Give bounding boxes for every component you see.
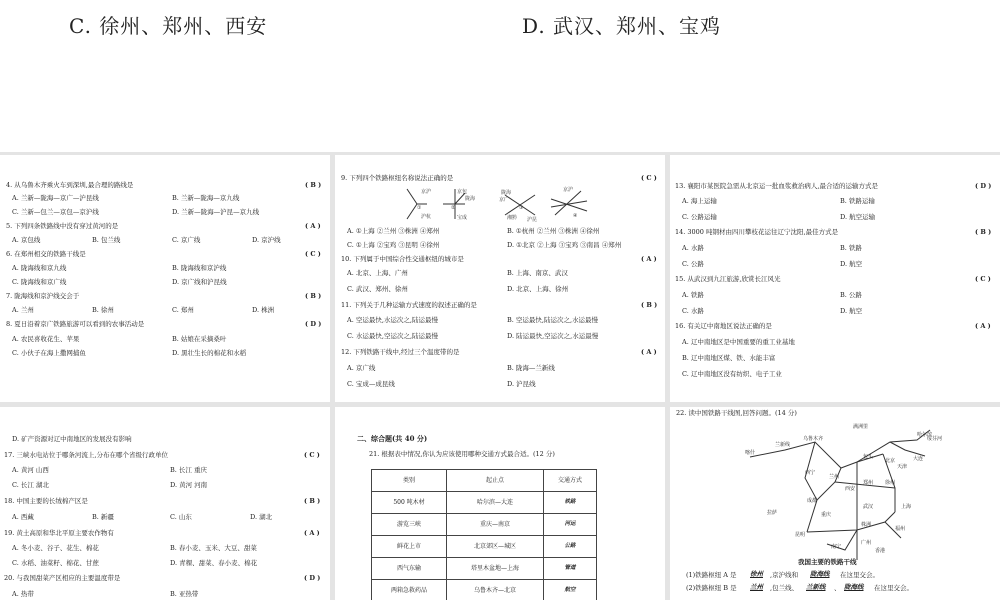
option: D. 航空 bbox=[840, 307, 863, 315]
page-panel-5 bbox=[335, 407, 665, 600]
option: C. 长江 湖北 bbox=[12, 481, 49, 489]
option: C. 小伙子在海上撒网捕鱼 bbox=[12, 349, 86, 357]
answer-12: ( A ) bbox=[641, 348, 657, 356]
table-cell: 两箱急救药品 bbox=[372, 580, 447, 600]
table-cell: 乌鲁木齐—北京 bbox=[447, 580, 544, 600]
question-15: 15. 从武汉到九江旅游,欣赏长江风光 bbox=[675, 275, 781, 283]
answer-blank: 徐州 bbox=[750, 570, 763, 578]
question-7: 7. 陇海线和京沪线交会于 bbox=[6, 292, 80, 300]
city-label: 西安 bbox=[845, 486, 856, 492]
answer-10: ( A ) bbox=[641, 255, 657, 263]
answer-blank: 陇海线 bbox=[810, 570, 830, 578]
option: C. 陇海线和京广线 bbox=[12, 278, 67, 286]
option: B. 长江 重庆 bbox=[170, 466, 207, 474]
option: C. ①上海 ②宝鸡 ③昆明 ④徐州 bbox=[347, 241, 440, 249]
option: C. 山东 bbox=[170, 513, 192, 521]
question-19: 19. 黄土高原和华北平原主要农作物有 bbox=[4, 529, 114, 537]
transport-table bbox=[371, 469, 597, 600]
table-header bbox=[372, 470, 597, 492]
junction-number: ① bbox=[417, 205, 422, 211]
answer-6: ( C ) bbox=[305, 250, 321, 258]
railway-lines bbox=[750, 430, 933, 560]
question-11: 11. 下列关于几种运输方式速度的叙述正确的是 bbox=[341, 301, 477, 309]
option: D. 黄河 河南 bbox=[170, 481, 208, 489]
option: A. 京广线 bbox=[347, 364, 376, 372]
table-header-cell: 类别 bbox=[372, 470, 447, 492]
answer-8: ( D ) bbox=[305, 320, 322, 328]
option: B. ①杭州 ②兰州 ③株洲 ④徐州 bbox=[507, 227, 600, 235]
answer-17: ( C ) bbox=[304, 451, 320, 459]
city-label: 重庆 bbox=[821, 512, 832, 518]
answer-2-text: (2)铁路枢纽 B 是 bbox=[686, 584, 737, 592]
city-label: 大连 bbox=[913, 456, 924, 462]
question-10: 10. 下列属于中国综合性交通枢纽的城市是 bbox=[341, 255, 464, 263]
table-cell: 塔里木盆地—上海 bbox=[447, 558, 544, 580]
city-labels bbox=[745, 423, 942, 554]
option: D. 航空运输 bbox=[840, 213, 876, 221]
option-d: D. 武汉、郑州、宝鸡 bbox=[522, 14, 722, 38]
answer-2-text: ,包兰线、 bbox=[770, 584, 799, 592]
option: C. 宝成—成昆线 bbox=[347, 380, 395, 388]
table-cell: 河运 bbox=[543, 514, 596, 536]
answer-1-text: 在这里交会。 bbox=[840, 571, 879, 579]
question-18: 18. 中国主要的长绒棉产区是 bbox=[4, 497, 88, 505]
junction-label: 京广 bbox=[499, 197, 510, 203]
question-20: 20. 与我国甜菜产区相应的主要温度带是 bbox=[4, 574, 121, 582]
page-panel-6 bbox=[670, 407, 1000, 600]
table-cell: 游览三峡 bbox=[372, 514, 447, 536]
option: B. 辽中南地区煤、铁、水能丰富 bbox=[682, 354, 776, 362]
option-c: C. 徐州、郑州、西安 bbox=[69, 14, 268, 38]
answer-16: ( A ) bbox=[975, 322, 991, 330]
city-label: 绥芬河 bbox=[927, 436, 943, 442]
junction-label: 陇海 bbox=[501, 190, 512, 196]
question-9: 9. 下列四个铁路枢纽名称说法正确的是 bbox=[341, 174, 454, 182]
option: A. 水路 bbox=[682, 244, 704, 252]
junction-diagrams bbox=[395, 185, 595, 223]
answer-18: ( B ) bbox=[304, 497, 321, 505]
table-cell: 哈尔滨—大连 bbox=[447, 492, 544, 514]
option: B. 包兰线 bbox=[92, 236, 121, 244]
city-label: 天津 bbox=[897, 464, 908, 470]
option: D. 矿产资源对辽中南地区的发展没有影响 bbox=[12, 435, 132, 443]
option: D. 湖北 bbox=[250, 513, 273, 521]
option: A. 铁路 bbox=[682, 291, 704, 299]
option: A. 农民喜收花生、苹果 bbox=[12, 335, 80, 343]
option: C. 公路 bbox=[682, 260, 704, 268]
option: A. 陇海线和京九线 bbox=[12, 264, 67, 272]
answer-blank: 兰州 bbox=[750, 583, 763, 591]
city-label: 株洲 bbox=[861, 522, 872, 528]
city-label: 西宁 bbox=[805, 470, 816, 476]
answer-13: ( D ) bbox=[975, 182, 992, 190]
answer-14: ( B ) bbox=[975, 228, 992, 236]
option: D. 北京、上海、徐州 bbox=[507, 285, 569, 293]
option: D. 株洲 bbox=[252, 306, 275, 314]
table-header-cell: 起止点 bbox=[447, 470, 544, 492]
answer-1-text: ,京沪线和 bbox=[770, 571, 799, 579]
option: B. 亚热带 bbox=[170, 590, 199, 598]
question-17: 17. 三峡水电站位于哪条河流上,分布在哪个省级行政单位 bbox=[4, 451, 168, 459]
option: A. ①上海 ②兰州 ③株洲 ④郑州 bbox=[347, 227, 440, 235]
option: B. 新疆 bbox=[92, 513, 114, 521]
answer-4: ( B ) bbox=[305, 181, 322, 189]
option: A. 兰新—陇海—京广—沪昆线 bbox=[12, 194, 99, 202]
city-label: 香港 bbox=[875, 548, 886, 554]
table-cell: 重庆—南京 bbox=[447, 514, 544, 536]
option: B. 徐州 bbox=[92, 306, 114, 314]
city-label: 广州 bbox=[861, 540, 872, 546]
junction-number: ④ bbox=[573, 213, 578, 219]
option: D. 黑壮生长的棉花和水稻 bbox=[172, 349, 247, 357]
answer-2-text: 、 bbox=[834, 584, 841, 592]
table-row bbox=[372, 536, 597, 558]
answer-7: ( B ) bbox=[305, 292, 322, 300]
city-label: 喀什 bbox=[745, 450, 756, 456]
question-21: 21. 根据表中情况,你认为应该使用哪种交通方式最合适。(12 分) bbox=[369, 450, 555, 458]
table-header-cell: 交通方式 bbox=[543, 470, 596, 492]
option: C. 郑州 bbox=[172, 306, 194, 314]
junction-label: 湘黔 bbox=[507, 215, 518, 221]
junction-label: 沪杭 bbox=[421, 214, 432, 220]
city-label: 武汉 bbox=[863, 504, 874, 510]
city-label: 包头 bbox=[863, 454, 874, 460]
answer-blank: 兰新线 bbox=[806, 583, 826, 591]
option: A. 空运最快,水运次之,陆运最慢 bbox=[347, 316, 438, 324]
option: D. 京广线和沪昆线 bbox=[172, 278, 227, 286]
option: A. 黄河 山西 bbox=[12, 466, 49, 474]
junction-label: 京包 bbox=[457, 189, 468, 195]
option: B. 公路 bbox=[840, 291, 862, 299]
option: B. 铁路运输 bbox=[840, 197, 875, 205]
question-13: 13. 襄阳市某医院急需从北京运一批血浆救治病人,最合适的运输方式是 bbox=[675, 182, 878, 190]
city-label: 北京 bbox=[885, 458, 896, 464]
table-cell: 公路 bbox=[543, 536, 596, 558]
option: D. ①北京 ②上海 ③宝鸡 ③南昌 ④郑州 bbox=[507, 241, 622, 249]
question-22: 22. 读中国铁路干线图,回答问题。(14 分) bbox=[676, 409, 797, 417]
option: D. 陆运最快,空运次之,水运最慢 bbox=[507, 332, 599, 340]
city-label: 兰新线 bbox=[775, 442, 791, 448]
railway-map bbox=[745, 420, 945, 562]
option: A. 冬小麦、谷子、花生、棉花 bbox=[12, 544, 99, 552]
option: C. 公路运输 bbox=[682, 213, 717, 221]
option: B. 春小麦、玉米、大豆、甜菜 bbox=[170, 544, 257, 552]
option: B. 铁路 bbox=[840, 244, 862, 252]
option: C. 辽中南地区没有纺织、电子工业 bbox=[682, 370, 782, 378]
table-row bbox=[372, 580, 597, 600]
question-12: 12. 下列铁路干线中,经过三个温度带的是 bbox=[341, 348, 460, 356]
city-label: 徐州 bbox=[885, 480, 896, 486]
junction-label: 京沪 bbox=[563, 187, 574, 193]
option: C. 武汉、郑州、徐州 bbox=[347, 285, 408, 293]
answer-15: ( C ) bbox=[975, 275, 991, 283]
option: B. 陇海—兰新线 bbox=[507, 364, 555, 372]
city-label: 兰州 bbox=[829, 474, 840, 480]
option: B. 姑娘在采摘桑叶 bbox=[172, 335, 227, 343]
city-label: 拉萨 bbox=[767, 510, 778, 516]
page-panel-3 bbox=[670, 155, 1000, 402]
city-label: 满洲里 bbox=[853, 424, 869, 430]
option: B. 陇海线和京沪线 bbox=[172, 264, 227, 272]
page-panel-4 bbox=[0, 407, 330, 600]
option: A. 辽中南地区是中国重要的重工业基地 bbox=[682, 338, 795, 346]
question-6: 6. 在郑州相交的铁路干线是 bbox=[6, 250, 86, 258]
map-title: 我国主要的铁路干线 bbox=[798, 558, 857, 566]
question-14: 14. 3000 吨钢材由四川攀枝花运往辽宁沈阳,最佳方式是 bbox=[675, 228, 839, 236]
junction-4 bbox=[551, 191, 587, 215]
option: A. 海上运输 bbox=[682, 197, 717, 205]
city-label: 南宁 bbox=[831, 544, 842, 550]
junction-label: 沪昆 bbox=[527, 217, 538, 223]
city-label: 成都 bbox=[807, 498, 818, 504]
table-cell: 500 吨木材 bbox=[372, 492, 447, 514]
page-panel-2 bbox=[335, 155, 665, 402]
junction-label: 宝成 bbox=[457, 215, 468, 221]
junction-number: ② bbox=[451, 205, 456, 211]
city-label: 郑州 bbox=[863, 480, 874, 486]
option: C. 水运最快,空运次之,陆运最慢 bbox=[347, 332, 439, 340]
table-cell: 航空 bbox=[543, 580, 596, 600]
answer-9: ( C ) bbox=[641, 174, 657, 182]
question-8: 8. 夏日沿着京广铁路旅游可以看到的农事活动是 bbox=[6, 320, 145, 328]
page-panel-1 bbox=[0, 155, 330, 402]
table-cell: 鲜花上市 bbox=[372, 536, 447, 558]
city-label: 上海 bbox=[901, 504, 912, 510]
city-label: 乌鲁木齐 bbox=[803, 436, 824, 442]
option: B. 空运最快,陆运次之,水运最慢 bbox=[507, 316, 599, 324]
option: D. 沪昆线 bbox=[507, 380, 536, 388]
answer-5: ( A ) bbox=[305, 222, 321, 230]
city-label: 哈尔滨 bbox=[917, 432, 933, 438]
option: C. 京广线 bbox=[172, 236, 201, 244]
option: C. 兰新—包兰—京包—京沪线 bbox=[12, 208, 99, 216]
option: A. 京包线 bbox=[12, 236, 41, 244]
option: D. 航空 bbox=[840, 260, 863, 268]
answer-11: ( B ) bbox=[641, 301, 658, 309]
answer-19: ( A ) bbox=[304, 529, 320, 537]
section-title: 二、综合题(共 40 分) bbox=[357, 434, 428, 443]
city-label: 昆明 bbox=[795, 532, 806, 538]
option: A. 兰州 bbox=[12, 306, 34, 314]
option: C. 水稻、油菜籽、棉花、甘蔗 bbox=[12, 559, 99, 567]
option: D. 京沪线 bbox=[252, 236, 281, 244]
answer-blank: 陇海线 bbox=[844, 583, 864, 591]
table-cell: 北京郊区—城区 bbox=[447, 536, 544, 558]
option: C. 水路 bbox=[682, 307, 704, 315]
option: A. 西藏 bbox=[12, 513, 34, 521]
answer-20: ( D ) bbox=[304, 574, 321, 582]
junction-label: 陇海 bbox=[465, 196, 476, 202]
junction-number: ③ bbox=[519, 205, 524, 211]
table-cell: 管道 bbox=[543, 558, 596, 580]
question-4: 4. 从乌鲁木齐乘火车到深圳,最合理的路线是 bbox=[6, 181, 134, 189]
city-label: 福州 bbox=[895, 526, 906, 532]
answer-2-text: 在这里交会。 bbox=[874, 584, 913, 592]
table-cell: 西气东输 bbox=[372, 558, 447, 580]
option: D. 兰新—陇海—沪昆—京九线 bbox=[172, 208, 260, 216]
option: D. 青稞、甜菜、春小麦、棉花 bbox=[170, 559, 258, 567]
table-row bbox=[372, 492, 597, 514]
question-5: 5. 下列四条铁路线中没有穿过黄河的是 bbox=[6, 222, 119, 230]
option: B. 上海、南京、武汉 bbox=[507, 269, 568, 277]
option: B. 兰新—陇海—京九线 bbox=[172, 194, 240, 202]
table-row bbox=[372, 558, 597, 580]
table-row bbox=[372, 514, 597, 536]
option: A. 热带 bbox=[12, 590, 34, 598]
question-16: 16. 有关辽中南地区说法正确的是 bbox=[675, 322, 772, 330]
option: A. 北京、上海、广州 bbox=[347, 269, 408, 277]
junction-label: 京沪 bbox=[421, 189, 432, 195]
table-cell: 铁路 bbox=[543, 492, 596, 514]
answer-1-text: (1)铁路枢纽 A 是 bbox=[686, 571, 737, 579]
